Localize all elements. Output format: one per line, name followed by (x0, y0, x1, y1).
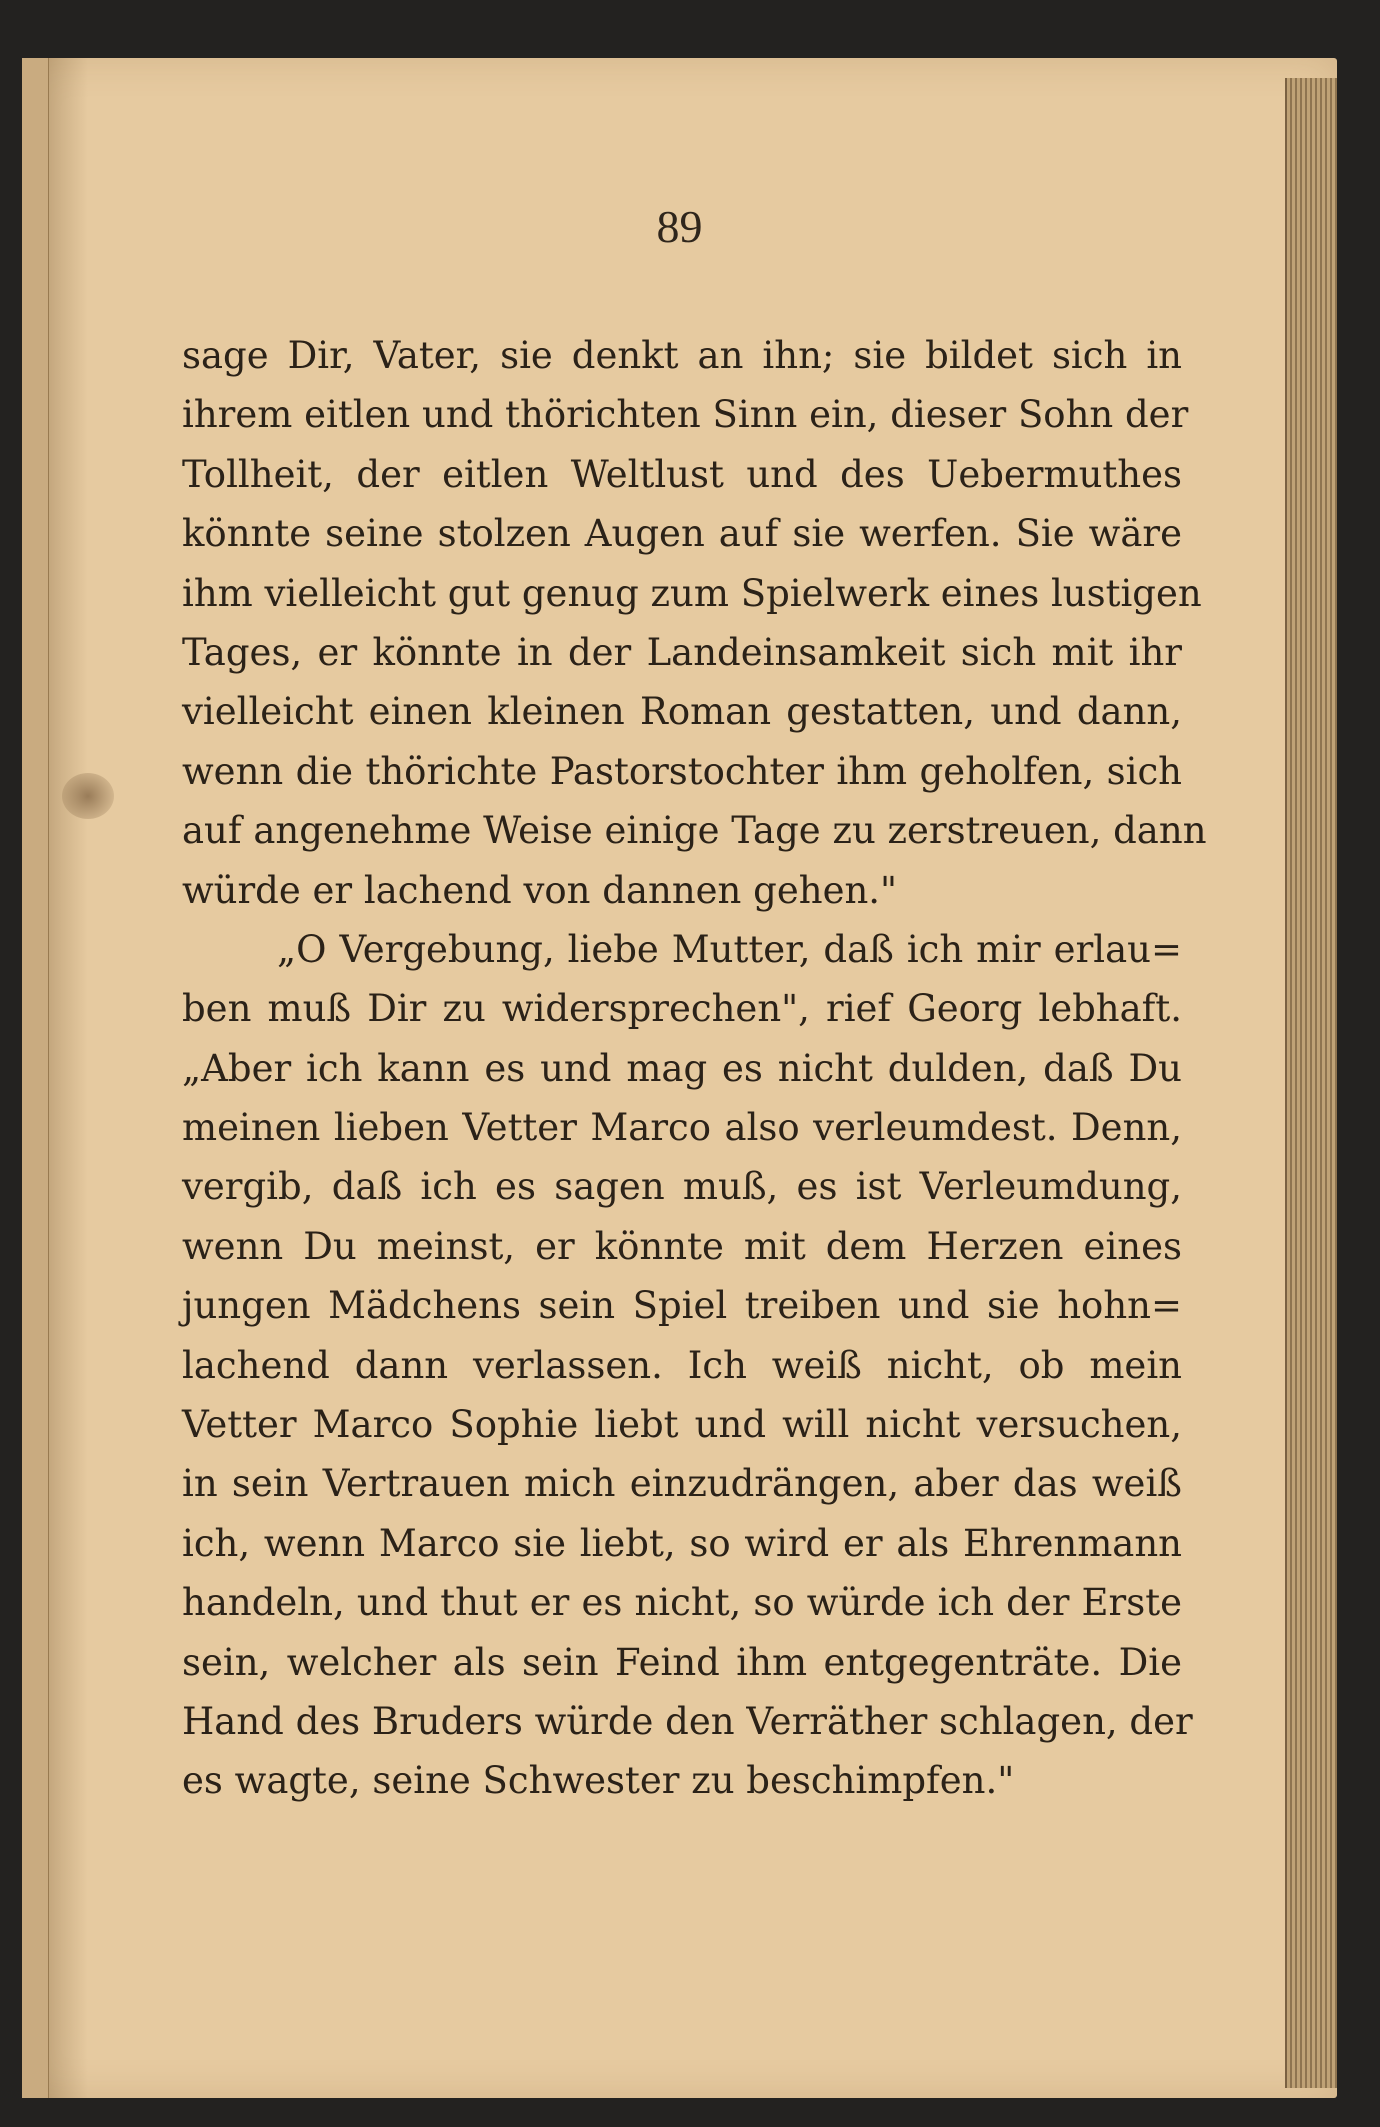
text-line: Tages, er könnte in der Landeinsamkeit sich mit ihr (182, 630, 1182, 674)
paper-stain (62, 773, 114, 819)
text-line: wenn die thörichte Pastorstochter ihm geholfen, sich (182, 749, 1182, 793)
text-line: vielleicht einen kleinen Roman gestatten, und dann, (182, 690, 1182, 734)
text-line: ihrem eitlen und thörichten Sinn ein, dieser Sohn der (182, 393, 1189, 437)
text-line: sage Dir, Vater, sie denkt an ihn; sie bildet sich in (182, 334, 1182, 377)
text-line: Hand des Bruders würde den Verräther schlagen, der (182, 1699, 1193, 1743)
text-line: handeln, und thut er es nicht, so würde ich der Erste (182, 1581, 1182, 1625)
body-text (182, 326, 1207, 1811)
text-line: ich, wenn Marco sie liebt, so wird er als Ehrenmann (182, 1521, 1182, 1565)
text-line: ihm vielleicht gut genug zum Spielwerk eines lustigen (182, 571, 1202, 615)
page-number: 89 (656, 201, 703, 252)
page-stack-edge (1285, 78, 1337, 2088)
text-line: würde er lachend von dannen gehen." (182, 868, 898, 912)
spine-shadow (48, 58, 88, 2098)
text-line: lachend dann verlassen. Ich weiß nicht, ob mein (182, 1343, 1182, 1387)
text-line: auf angenehme Weise einige Tage zu zerstreuen, dann (182, 809, 1207, 853)
text-line: Vetter Marco Sophie liebt und will nicht versuchen, (182, 1403, 1182, 1447)
gutter-edge (22, 58, 49, 2098)
text-line: meinen lieben Vetter Marco also verleumdest. Denn, (182, 1106, 1182, 1150)
text-line: Tollheit, der eitlen Weltlust und des Uebermuthes (182, 452, 1182, 496)
text-line: ben muß Dir zu widersprechen", rief Georg lebhaft. (182, 987, 1182, 1031)
text-line: sein, welcher als sein Feind ihm entgegenträte. Die (182, 1640, 1182, 1684)
text-line: jungen Mädchens sein Spiel treiben und sie hohn= (182, 1284, 1182, 1328)
text-line: könnte seine stolzen Augen auf sie werfen. Sie wäre (182, 512, 1182, 556)
text-line: vergib, daß ich es sagen muß, es ist Verleumdung, (182, 1165, 1182, 1209)
paper-page (22, 58, 1337, 2098)
text-line: wenn Du meinst, er könnte mit dem Herzen eines (182, 1224, 1182, 1268)
text-line: „Aber ich kann es und mag es nicht dulden, daß Du (182, 1046, 1182, 1090)
text-line: „O Vergebung, liebe Mutter, daß ich mir erlau= (277, 927, 1182, 971)
text-line: es wagte, seine Schwester zu beschimpfen." (182, 1759, 1015, 1803)
text-line: in sein Vertrauen mich einzudrängen, aber das weiß (182, 1462, 1182, 1506)
